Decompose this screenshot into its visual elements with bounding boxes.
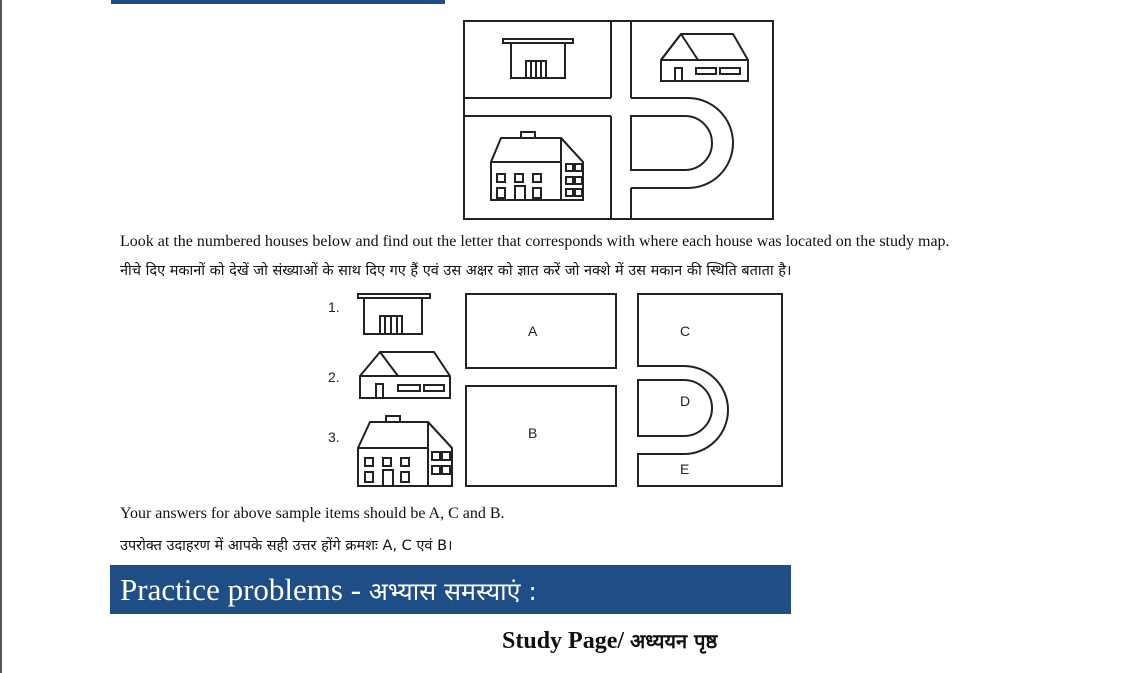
banner-english: Practice problems - (120, 572, 369, 607)
map-house-3 (491, 132, 583, 200)
answers-hindi: उपरोक्त उदाहरण में आपके सही उत्तर होंगे क्रमशः A, C एवं B। (120, 538, 453, 554)
house-number-2: 2. (328, 369, 340, 385)
banner-hindi: अभ्यास समस्याएं : (368, 577, 537, 606)
footer-english: Study Page/ (502, 628, 631, 654)
map-house-1 (503, 39, 573, 78)
header-accent-bar (111, 0, 445, 4)
plot-c-e (638, 294, 782, 486)
study-page-heading (502, 627, 717, 655)
numbered-houses (320, 292, 460, 492)
house-number-3: 3. (328, 429, 340, 445)
letter-a: A (528, 323, 538, 339)
letter-c: C (680, 323, 691, 339)
answers-english: Your answers for above sample items should be A, C and B. (120, 505, 505, 522)
plot-d (638, 380, 712, 436)
map-house-2 (661, 34, 748, 81)
house-number-1: 1. (328, 299, 340, 315)
plot-a (466, 294, 616, 368)
plot-b (466, 386, 616, 486)
practice-problems-banner (110, 565, 791, 614)
instruction-hindi: नीचे दिए मकानों को देखें जो संख्याओं के साथ दिए गए हैं एवं उस अक्षर को ज्ञात करें जो नक्शे में उस मकान की स्थिति बताता है। (120, 263, 792, 279)
letter-b: B (528, 425, 538, 441)
footer-hindi: अध्ययन पृष्ठ (630, 629, 718, 653)
lettered-map (464, 292, 786, 490)
page-left-border (0, 0, 2, 673)
study-map-figure (463, 20, 775, 221)
instruction-english: Look at the numbered houses below and find out the letter that corresponds with where each house was located on the study map. (120, 233, 950, 250)
letter-e: E (680, 461, 690, 477)
letter-d: D (680, 393, 691, 409)
